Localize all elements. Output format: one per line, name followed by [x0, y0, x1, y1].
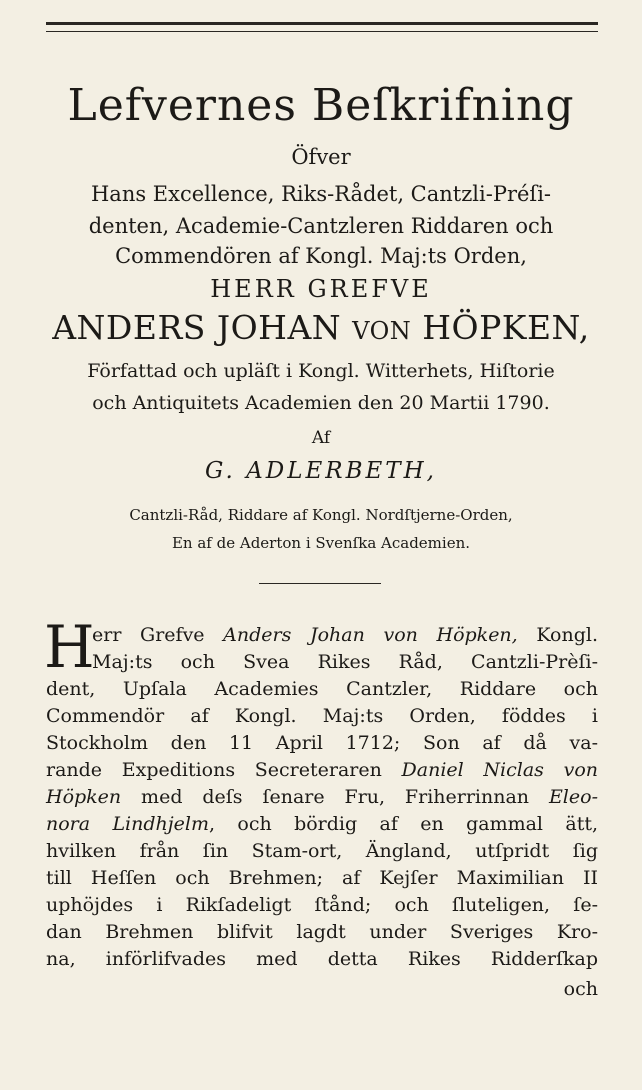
body-line-11: uphöjdes i Rikſadeligt ſtånd; och ſluteligen, ſe-	[46, 894, 598, 916]
body-line-7-name: Höpken	[46, 786, 122, 808]
body-line-1-c: Kongl.	[517, 624, 598, 646]
subject-line-1: Hans Excellence, Riks-Rådet, Cantzli-Préſi-	[90, 182, 552, 206]
name-last: HÖPKEN,	[411, 308, 590, 347]
author-title-2: En af de Aderton i Svenſka Academien.	[171, 534, 471, 552]
body-line-7-b: med deſs ſenare Fru, Friherrinnan	[121, 786, 549, 808]
body-line-5: Stockholm den 11 April 1712; Son af då va-	[46, 732, 598, 754]
written-line-2: och Antiquitets Academien den 20 Martii 1790.	[92, 392, 550, 414]
written-line-1: Författad och upläſt i Kongl. Witterhets, Hiſtorie	[87, 360, 555, 382]
name-first: ANDERS JOHAN	[52, 308, 353, 347]
body-line-6	[46, 757, 598, 784]
name-von: VON	[352, 317, 412, 345]
body-line-3: dent, Upſala Academies Cantzler, Riddare och	[46, 678, 598, 700]
ofver-line: Öfver	[291, 145, 351, 169]
subject-line-3: Commendören af Kongl. Maj:ts Orden,	[115, 244, 527, 268]
body-line-7-eleo: Eleo-	[548, 786, 598, 808]
catchword: och	[563, 978, 598, 1000]
body-line-8-b: , och bördig af en gammal ätt,	[209, 813, 599, 835]
af-line: Af	[311, 428, 331, 448]
body-line-2: Maj:ts och Svea Rikes Råd, Cantzli-Prèſi-	[92, 651, 598, 673]
body-line-9: hvilken från ſin Stam-ort, Ängland, utſpridt ſig	[46, 840, 598, 862]
author-name: G. ADLERBETH,	[204, 458, 437, 484]
body-line-12: dan Brehmen blifvit lagdt under Sveriges Kro-	[46, 921, 598, 943]
body-line-4: Commendör af Kongl. Maj:ts Orden, föddes i	[46, 705, 598, 727]
body-line-8-name: nora Lindhjelm	[46, 813, 210, 835]
body-line-7	[46, 784, 598, 811]
herr-grefve-line: HERR GREFVE	[210, 275, 432, 303]
page-title: Lefvernes Beſkrifning	[67, 80, 575, 131]
subject-name	[30, 308, 612, 351]
author-title-1: Cantzli-Råd, Riddare af Kongl. Nordſtjerne-Orden,	[129, 506, 513, 524]
body-line-1	[92, 622, 598, 649]
body-line-8	[46, 811, 598, 838]
body-line-1-name: Anders Johan von Höpken,	[223, 624, 518, 646]
body-line-6-name: Daniel Niclas von	[401, 759, 599, 781]
subject-line-2: denten, Academie-Cantzleren Riddaren och	[88, 214, 554, 238]
body-line-6-a: rande Expeditions Secreteraren	[46, 759, 402, 781]
body-line-1-a: err Grefve	[92, 624, 224, 646]
body-line-10: till Heſſen och Brehmen; af Kejſer Maximilian II	[46, 867, 598, 889]
drop-cap: H	[44, 613, 95, 681]
top-double-rule	[46, 22, 598, 32]
body-line-13: na, införlifvades med detta Rikes Ridderſkap	[46, 948, 598, 970]
section-divider	[259, 583, 381, 584]
